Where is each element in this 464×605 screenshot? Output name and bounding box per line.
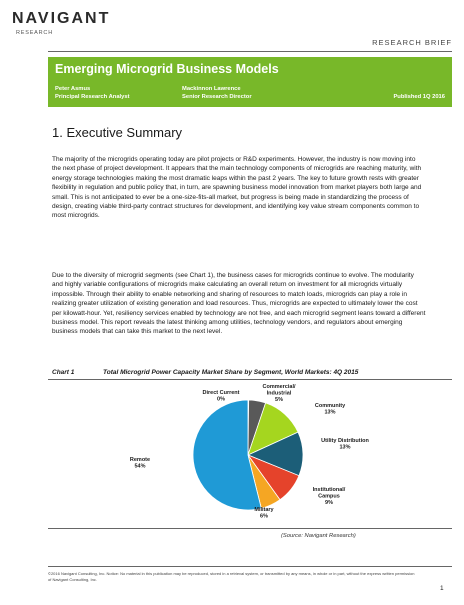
report-title: Emerging Microgrid Business Models	[55, 62, 279, 76]
title-banner	[48, 57, 452, 107]
author1-name: Peter Asmus	[55, 86, 91, 92]
doc-type-label: RESEARCH BRIEF	[372, 38, 452, 47]
section-heading: 1. Executive Summary	[52, 125, 183, 140]
page-number: 1	[440, 585, 444, 592]
pie-label-utility-distribution: Utility Distribution 13%	[321, 438, 369, 451]
pie-label-community: Community 13%	[314, 403, 346, 416]
footer-rule	[48, 566, 452, 567]
pie-label-remote: Remote 54%	[129, 457, 151, 470]
navigant-logo	[12, 10, 110, 28]
paragraph-1: The majority of the microgrids operating today are pilot projects or R&D experiments. However, the industry is now moving into the next phase of project development. It appears that the main technology components of microgrids are reaching maturity, with energy storage technologies making the most dramatic leaps within the past 2 years. The key to future growth rests with greater flexibility in regulation and public policy that, in turn, are spawning business model innovation from market players both large and small. This is not anticipated to ever be a one-size-fits-all market, but progress is being made in standardizing the process of design, creating viable third-party contract structures for development, and identifying key value stream components common to most microgrids.	[52, 156, 422, 220]
logo-subtitle: RESEARCH	[16, 30, 53, 36]
author1	[55, 85, 130, 101]
header-rule	[48, 51, 452, 52]
author2-name: Mackinnon Lawrence	[182, 86, 241, 92]
pie-label-direct-current: Direct Current 0%	[202, 390, 240, 403]
logo-text: NAVIGANT	[12, 10, 111, 27]
author2-title: Senior Research Director	[182, 94, 252, 100]
chart-title: Total Microgrid Power Capacity Market Share by Segment, World Markets: 4Q 2015	[103, 369, 359, 376]
chart-number: Chart 1	[52, 369, 75, 376]
pie-label-military: Military 6%	[254, 507, 274, 520]
paragraph-2: Due to the diversity of microgrid segments (see Chart 1), the business cases for microgrids continue to evolve. The modularity and highly variable configurations of microgrids make calculating an overall return on investment for all microgrids virtually impossible. Through their ability to enable networking and sharing of resources to match loads, microgrids can play a role in realizing greater utilization of existing generation and load resources. Thus, microgrids are expected to ultimately lower the cost per kilowatt-hour. Yet, resiliency services enabled by technology are not free, and each microgrid segment leans toward a different business model. This report reveals the latest thinking among utilities, technology vendors, and regulators about emerging business models that can take this market to the next level.	[52, 272, 426, 336]
chart-source: (Source: Navigant Research)	[281, 533, 356, 539]
pie-chart	[48, 380, 452, 530]
author1-title: Principal Research Analyst	[55, 94, 130, 100]
copyright-notice: ©2016 Navigant Consulting, Inc. Notice: No material in this publication may be reproduced, stored in a retrieval system, or transmitted by any means, in whole or in part, without the express written permission of Navigant Consulting, Inc.	[48, 571, 415, 582]
chart-bottom-rule	[48, 528, 452, 529]
pie-label-institutional-campus: Institutional/ Campus 9%	[312, 487, 346, 506]
author2	[182, 85, 252, 101]
pie-label-commercial-industrial: Commercial/ Industrial 5%	[262, 384, 296, 403]
published-date: Published 1Q 2016	[393, 94, 445, 100]
